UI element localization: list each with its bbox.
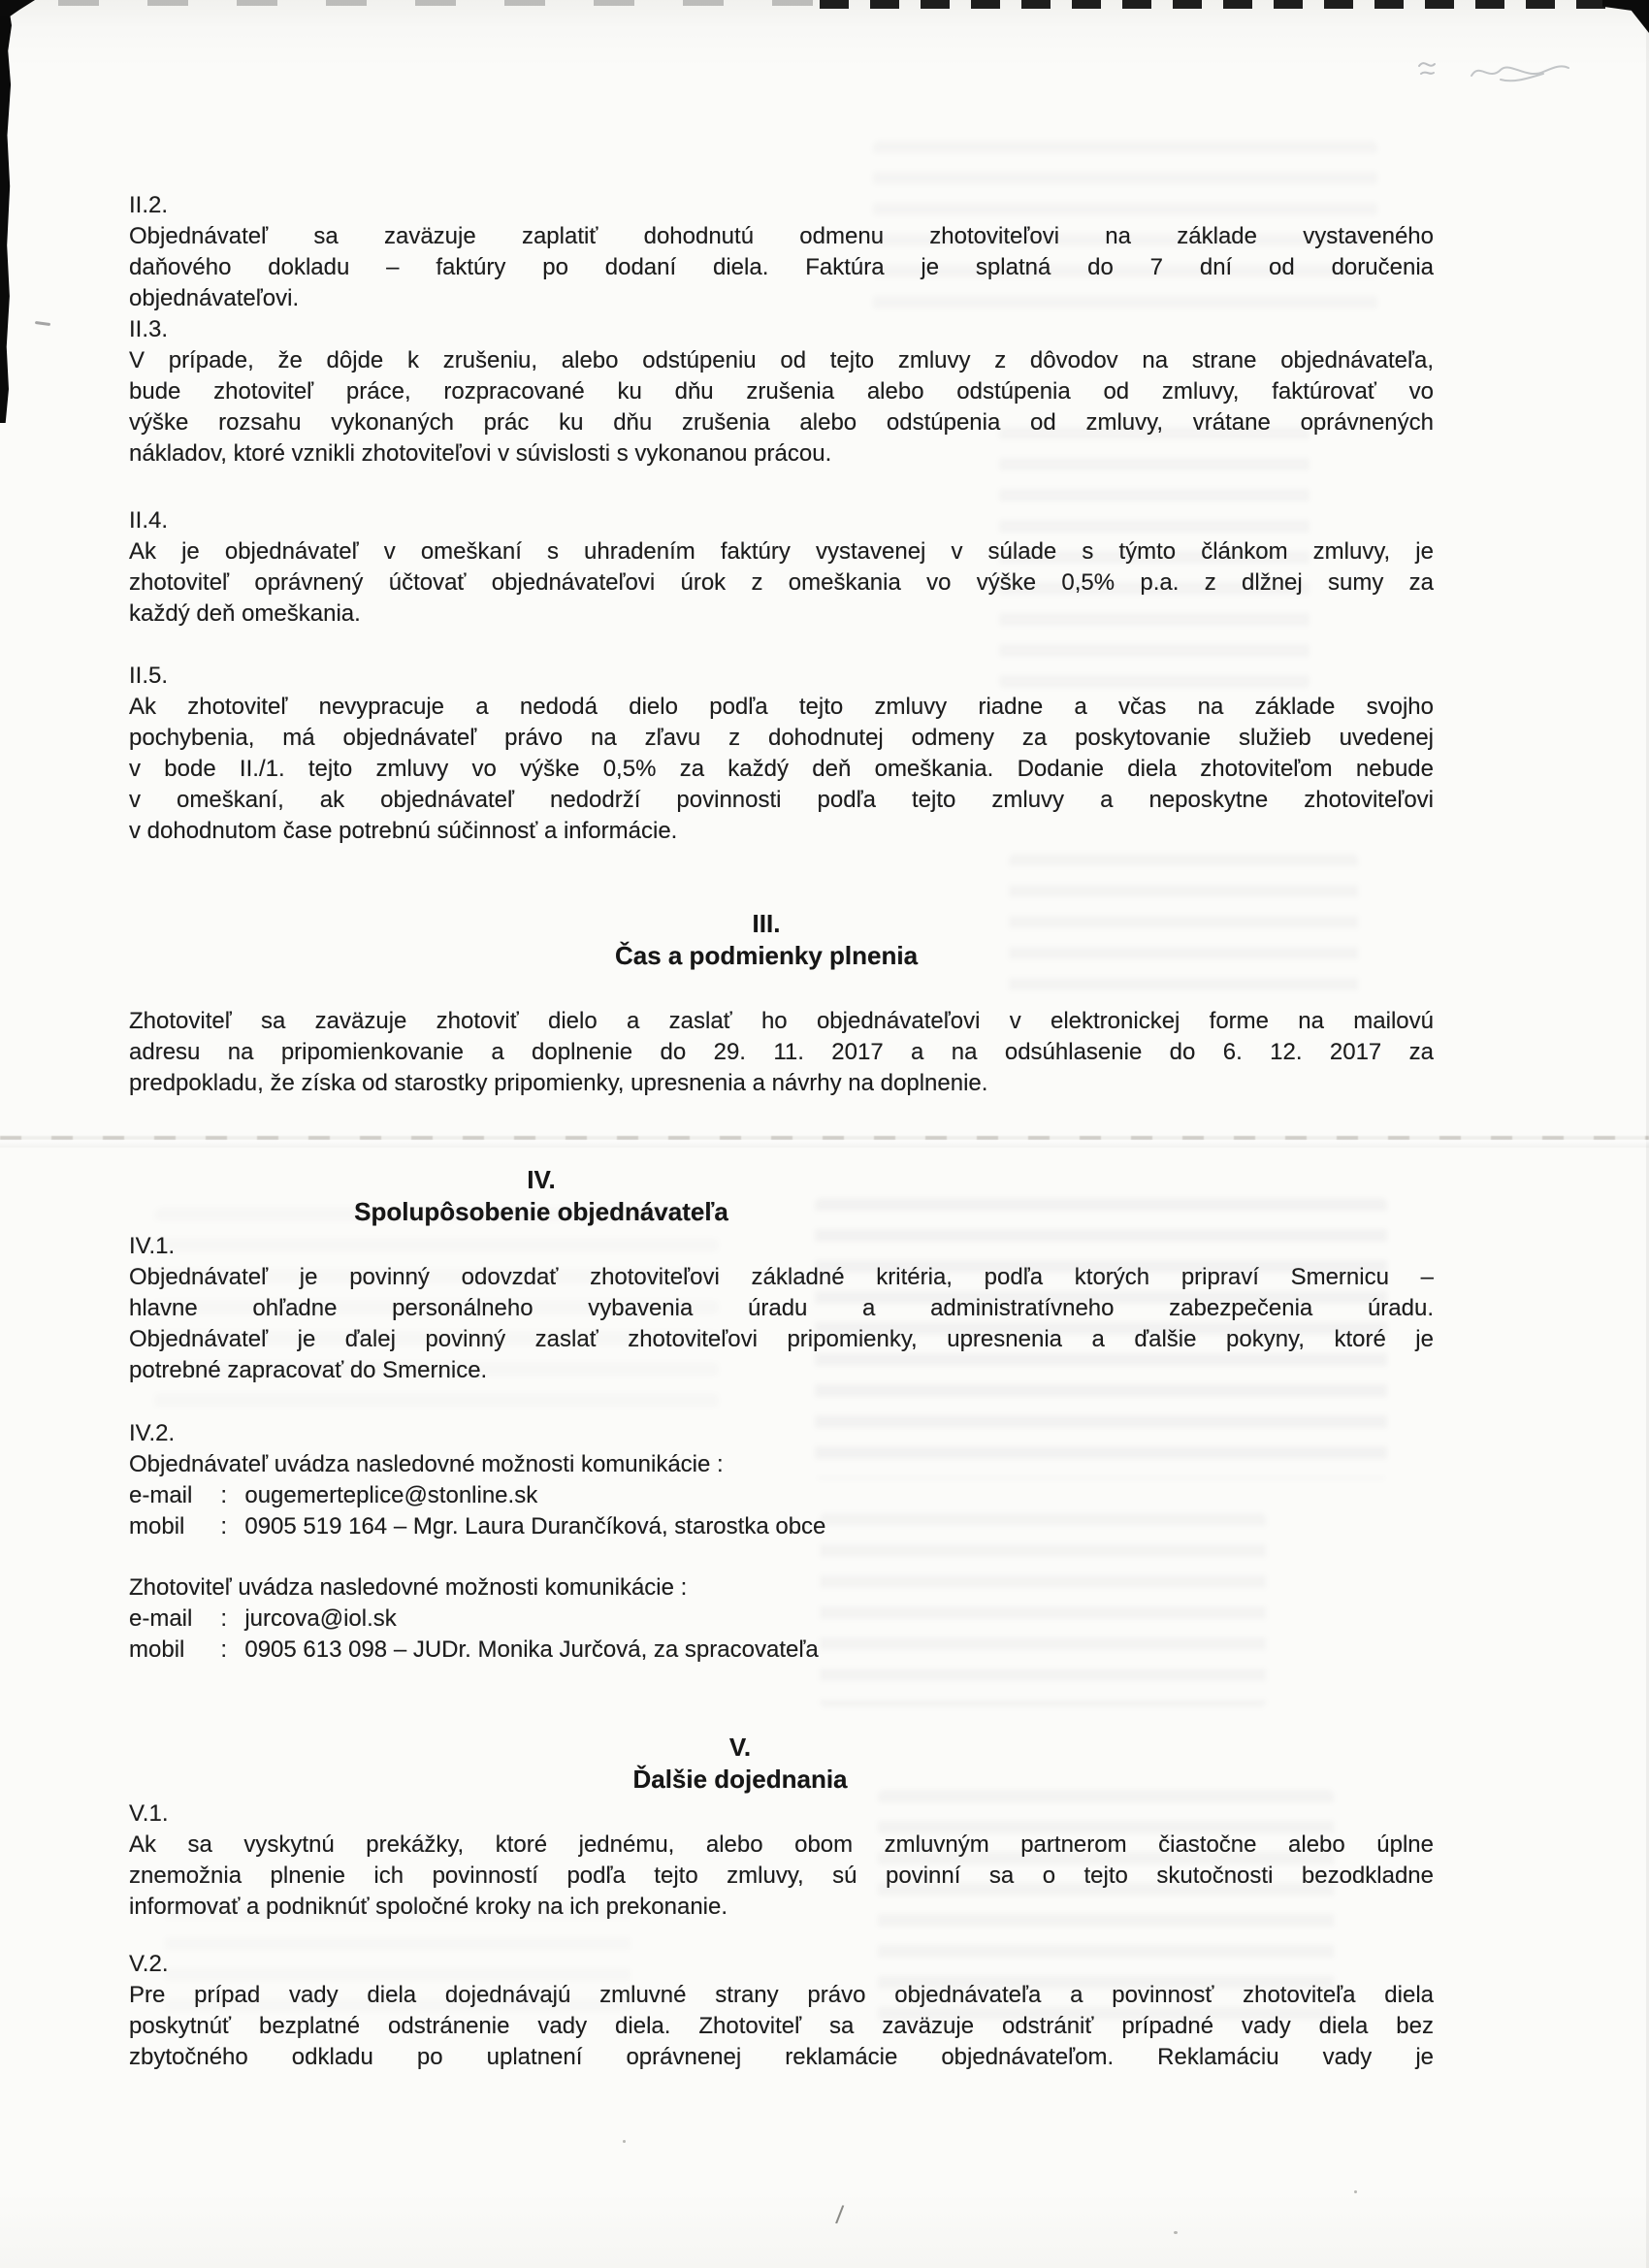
scan-speck — [1354, 2190, 1357, 2193]
contact-value: ougemerteplice@stonline.sk — [244, 1482, 538, 1508]
scan-edge-artifact-top-faint — [58, 0, 824, 6]
article-title: Spolupôsobenie objednávateľa — [354, 1197, 728, 1226]
scan-edge-artifact-top — [820, 0, 1649, 9]
clause-text-line: potrebné zapracovať do Smernice. — [129, 1357, 488, 1383]
clause-text-line: Ak sa vyskytnú prekážky, ktoré jednému, alebo obom zmluvným partnerom čiastočne alebo úplne — [129, 1831, 1434, 1858]
clause-text-line: zhotoviteľ oprávnený účtovať objednávateľovi úrok z omeškania vo výške 0,5% p.a. z dlžnej sumy za — [129, 569, 1434, 596]
contacts-intro: Objednávateľ uvádza nasledovné možnosti komunikácie : — [129, 1451, 724, 1477]
clause-II4 — [129, 505, 1434, 630]
contact-type: mobil — [129, 1636, 185, 1663]
contact-type: e-mail — [129, 1605, 193, 1632]
pencil-scribble — [1411, 37, 1596, 95]
contact-row — [129, 1480, 1434, 1511]
contact-colon: : — [220, 1482, 227, 1508]
contact-value: jurcova@iol.sk — [244, 1605, 397, 1632]
clause-text-line: v dohodnutom čase potrebnú súčinnosť a informácie. — [129, 818, 678, 844]
clause-text-line: nákladov, ktoré vznikli zhotoviteľovi v súvislosti s vykonanou prácou. — [129, 440, 832, 467]
clause-text-line: objednávateľovi. — [129, 285, 300, 311]
clause-text-line: zbytočného odkladu po uplatnení oprávnenej reklamácie objednávateľom. Reklamáciu vady je — [129, 2044, 1434, 2070]
clause-text-line: v bode II./1. tejto zmluvy vo výške 0,5% za každý deň omeškania. Dodanie diela zhotoviteľom nebude — [129, 756, 1434, 782]
clause-text-line: znemožnia plnenie ich povinností podľa tejto zmluvy, sú povinní sa o tejto skutočnosti bezodkladne — [129, 1863, 1434, 1889]
clause-V1 — [129, 1798, 1434, 1923]
article-number: IV. — [527, 1165, 556, 1194]
contact-type: mobil — [129, 1513, 185, 1539]
clause-text-line: výške rozsahu vykonaných prác ku dňu zrušenia alebo odstúpenia od zmluvy, vrátane oprávnených — [129, 409, 1434, 436]
article-number: III. — [752, 909, 781, 938]
clause-II5 — [129, 661, 1434, 847]
clause-label: II.3. — [129, 316, 169, 342]
scan-corner-artifact-top-left — [0, 0, 35, 16]
clause-text-line: V prípade, že dôjde k zrušeniu, alebo odstúpeniu od tejto zmluvy z dôvodov na strane objednávateľa, — [129, 347, 1434, 373]
contact-row — [129, 1604, 1434, 1635]
article-title: Ďalšie dojednania — [632, 1765, 848, 1794]
contacts-intro: Zhotoviteľ uvádza nasledovné možnosti komunikácie : — [129, 1574, 688, 1601]
clause-text-line: poskytnúť bezplatné odstránenie vady diela. Zhotoviteľ sa zaväzuje odstrániť prípadné vady diela bez — [129, 2013, 1434, 2039]
article-title: Čas a podmienky plnenia — [614, 941, 919, 970]
clause-text-line: informovať a podniknúť spoločné kroky na ich prekonanie. — [129, 1894, 728, 1920]
clause-label: IV.1. — [129, 1233, 176, 1259]
clause-text-line: predpokladu, že získa od starostky pripomienky, upresnenia a návrhy na doplnenie. — [129, 1070, 988, 1096]
article-number: V. — [728, 1733, 752, 1762]
scan-corner-artifact-top-right — [1602, 0, 1649, 33]
clause-text-line: Ak zhotoviteľ nevypracuje a nedodá dielo podľa tejto zmluvy riadne a včas na základe svojho — [129, 694, 1434, 720]
clause-label: V.2. — [129, 1951, 169, 1977]
article-IV-heading — [0, 1164, 1083, 1228]
clause-text-line: Objednávateľ je ďalej povinný zaslať zhotoviteľovi pripomienky, upresnenia a ďalšie pokyny, ktoré je — [129, 1326, 1434, 1352]
article-III-body — [129, 1006, 1434, 1099]
scan-speck — [623, 2140, 626, 2143]
contact-type: e-mail — [129, 1482, 193, 1508]
article-III-heading — [116, 908, 1416, 972]
contact-colon: : — [220, 1636, 227, 1663]
clause-label: IV.2. — [129, 1420, 176, 1446]
clause-label: II.4. — [129, 507, 169, 534]
clause-text-line: bude zhotoviteľ práce, rozpracované ku dňu zrušenia alebo odstúpenia od zmluvy, faktúrovať vo — [129, 378, 1434, 405]
contact-value: 0905 613 098 – JUDr. Monika Jurčová, za spracovateľa — [244, 1636, 819, 1663]
clause-text-line: daňového dokladu – faktúry po dodaní diela. Faktúra je splatná do 7 dní od doručenia — [129, 254, 1434, 280]
clause-label: V.1. — [129, 1800, 169, 1827]
clause-V2 — [129, 1949, 1434, 2073]
clause-label: II.5. — [129, 663, 169, 689]
clause-IV1 — [129, 1231, 1434, 1386]
contact-colon: : — [220, 1605, 227, 1632]
clause-text-line: Ak je objednávateľ v omeškaní s uhradením faktúry vystavenej v súlade s týmto článkom zmluvy, je — [129, 538, 1434, 565]
clause-text-line: Zhotoviteľ sa zaväzuje zhotoviť dielo a zaslať ho objednávateľovi v elektronickej forme na mailovú — [129, 1008, 1434, 1034]
clause-text-line: Objednávateľ sa zaväzuje zaplatiť dohodnutú odmenu zhotoviteľovi na základe vystaveného — [129, 223, 1434, 249]
contact-row — [129, 1511, 1434, 1542]
scan-edge-artifact-left — [0, 0, 15, 423]
clause-text-line: v omeškaní, ak objednávateľ nedodrží povinnosti podľa tejto zmluvy a neposkytne zhotoviteľovi — [129, 787, 1434, 813]
contact-row — [129, 1635, 1434, 1666]
clause-text-line: pochybenia, má objednávateľ právo na zľavu z dohodnutej odmeny za poskytovanie služieb uvedenej — [129, 725, 1434, 751]
contact-colon: : — [220, 1513, 227, 1539]
stray-slash-mark: / — [834, 2199, 845, 2230]
clause-text-line: adresu na pripomienkovanie a doplnenie do 29. 11. 2017 a na odsúhlasenie do 6. 12. 2017 za — [129, 1039, 1434, 1065]
scan-speck — [1174, 2231, 1178, 2234]
clause-text-line: Pre prípad vady diela dojednávajú zmluvné strany právo objednávateľa a povinnosť zhotoviteľa diela — [129, 1982, 1434, 2008]
clause-text-line: každý deň omeškania. — [129, 600, 361, 627]
fold-crease-shadow — [0, 1140, 1649, 1148]
clause-text-line: Objednávateľ je povinný odovzdať zhotoviteľovi základné kritéria, podľa ktorých pripraví Smernicu – — [129, 1264, 1434, 1290]
clause-IV2 — [129, 1418, 1434, 1542]
clause-label: II.2. — [129, 192, 169, 218]
zhotovitel-contacts — [129, 1572, 1434, 1666]
pencil-dash-mark — [35, 321, 50, 326]
article-V-heading — [0, 1732, 1480, 1796]
clause-II2-II3 — [129, 190, 1434, 470]
contact-value: 0905 519 164 – Mgr. Laura Durančíková, starostka obce — [244, 1513, 826, 1539]
clause-text-line: hlavne ohľadne personálneho vybavenia úradu a administratívneho zabezpečenia úradu. — [129, 1295, 1434, 1321]
